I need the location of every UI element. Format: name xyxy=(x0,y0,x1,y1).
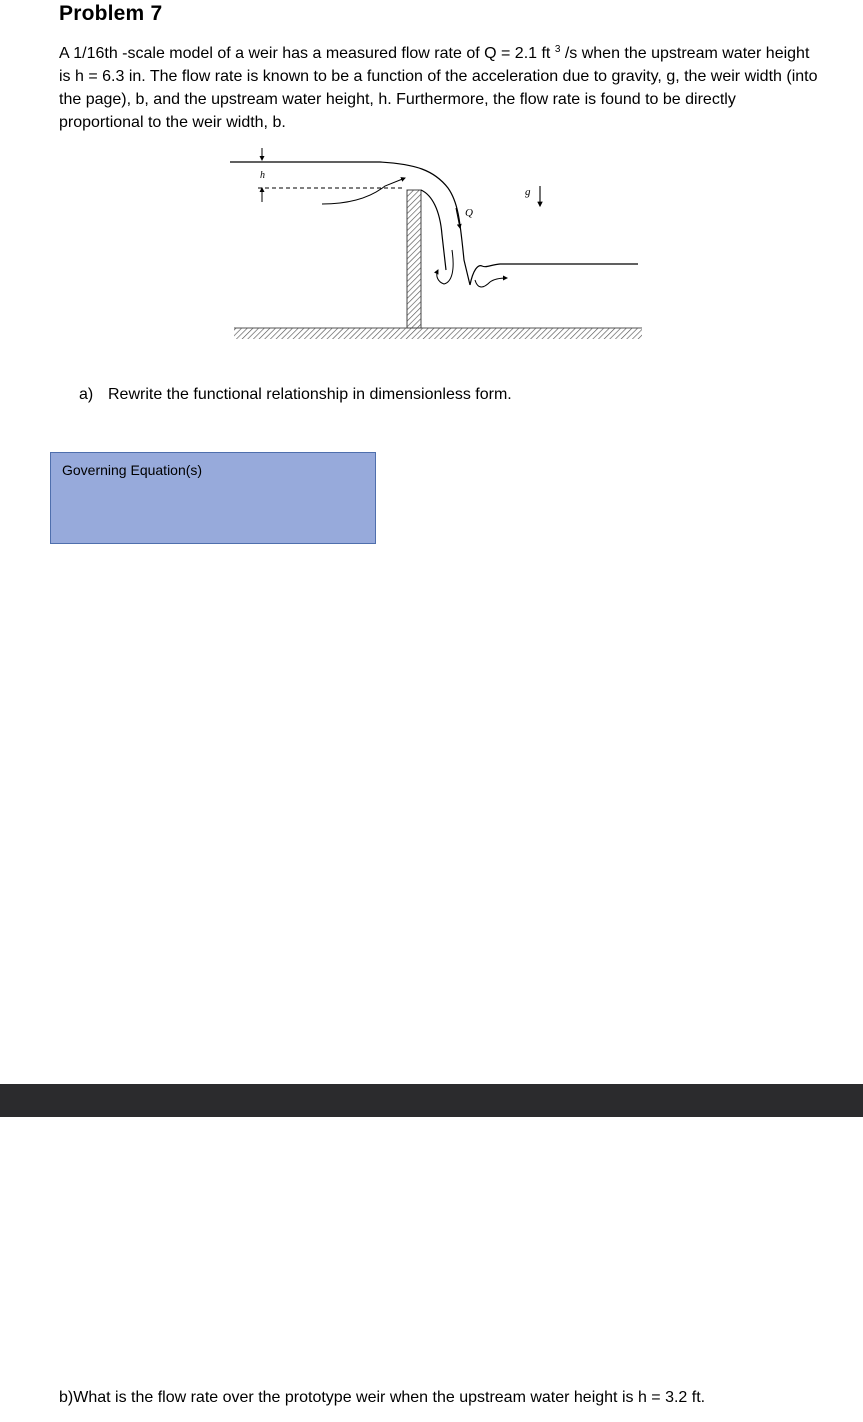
weir-diagram-svg xyxy=(220,140,660,355)
statement-part2: /s when the upstream water height is h = 6.3 in. The flow rate is known to be a function of the acceleration due to gravity, g, the weir width (into the page), b, and the upstream water height, h. Furthermore, the flow rate is found to be directly proportional to the weir width, b. xyxy=(59,45,818,131)
governing-equations-label: Governing Equation(s) xyxy=(62,462,203,478)
weir-plate xyxy=(407,190,421,328)
ground-hatch xyxy=(234,328,642,339)
weir-diagram xyxy=(220,140,660,355)
h-label: h xyxy=(260,170,265,181)
q-label: Q xyxy=(465,207,473,219)
eddy-streamline xyxy=(437,250,453,284)
page-separator-band xyxy=(0,1084,863,1117)
downstream-streamline xyxy=(475,278,507,287)
statement-part1: A 1/16th -scale model of a weir has a measured flow rate of Q = 2.1 ft xyxy=(59,45,555,62)
downstream-surface xyxy=(470,264,638,285)
upstream-streamline xyxy=(322,178,405,204)
nappe-lower xyxy=(421,190,446,270)
g-label: g xyxy=(525,186,531,198)
part-a-question xyxy=(79,386,512,404)
problem-statement xyxy=(59,42,819,134)
free-surface xyxy=(230,162,470,285)
problem-title: Problem 7 xyxy=(59,2,163,25)
part-b-question: b)What is the flow rate over the prototype weir when the upstream water height is h = 3.2 ft. xyxy=(59,1389,706,1406)
part-a-text: Rewrite the functional relationship in dimensionless form. xyxy=(108,386,512,403)
part-a-marker: a) xyxy=(79,386,94,403)
statement-exponent: 3 xyxy=(554,44,561,55)
governing-equations-box[interactable] xyxy=(50,452,376,544)
